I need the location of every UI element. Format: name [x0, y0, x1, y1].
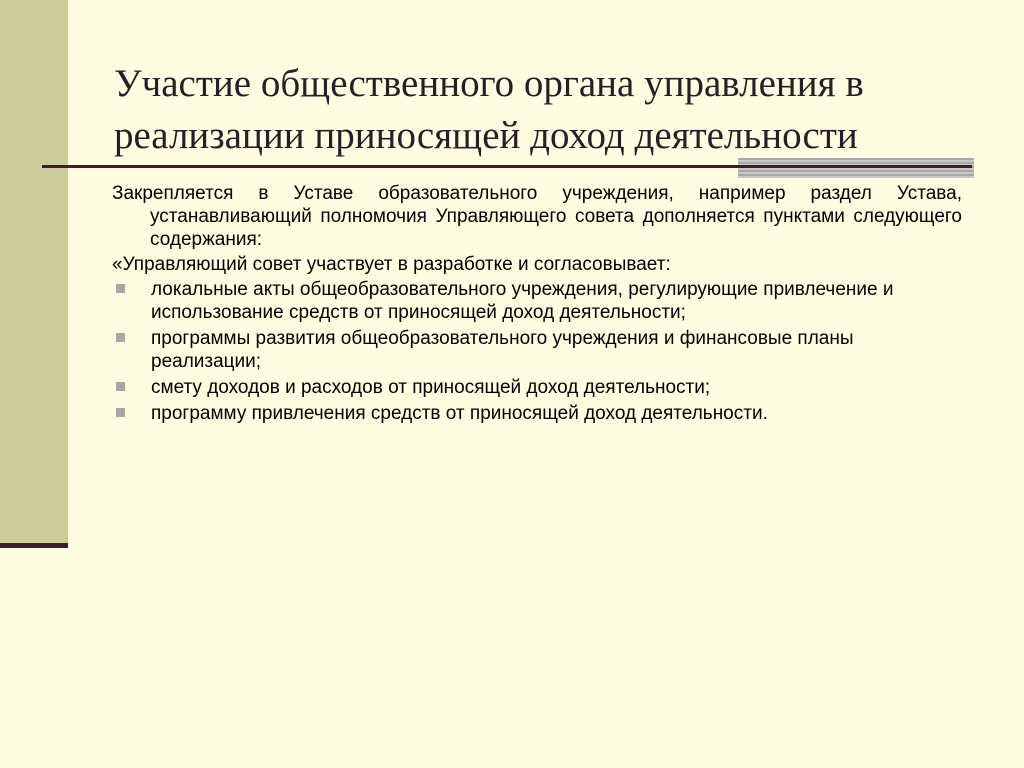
- slide-title: Участие общественного органа управления в реализации приносящей доход деятельности: [114, 62, 864, 157]
- left-band-underline: [0, 543, 68, 548]
- square-bullet-icon: [116, 333, 125, 342]
- title-divider: [42, 165, 972, 168]
- slide-body: [112, 182, 962, 428]
- list-item: [112, 327, 962, 373]
- quote-line: «Управляющий совет участвует в разработке и согласовывает:: [112, 254, 671, 275]
- bullet-list: [112, 278, 962, 425]
- square-bullet-icon: [116, 284, 125, 293]
- list-item: [112, 402, 962, 425]
- left-decorative-band: [0, 0, 68, 545]
- title-accent-bar: [738, 158, 974, 178]
- list-item: [112, 376, 962, 399]
- intro-paragraph: Закрепляется в Уставе образовательного учреждения, например раздел Устава, устанавливающий полномочия Управляющего совета дополняется пунктами следующего содержания:: [112, 183, 962, 250]
- list-item-text: локальные акты общеобразовательного учреждения, регулирующие привлечение и использование средств от приносящей доход деятельности;: [151, 279, 894, 323]
- square-bullet-icon: [116, 382, 125, 391]
- square-bullet-icon: [116, 408, 125, 417]
- list-item-text: программу привлечения средств от приносящей доход деятельности.: [151, 403, 768, 424]
- list-item-text: программы развития общеобразовательного учреждения и финансовые планы реализации;: [151, 328, 854, 372]
- list-item-text: смету доходов и расходов от приносящей доход деятельности;: [151, 377, 711, 398]
- list-item: [112, 278, 962, 324]
